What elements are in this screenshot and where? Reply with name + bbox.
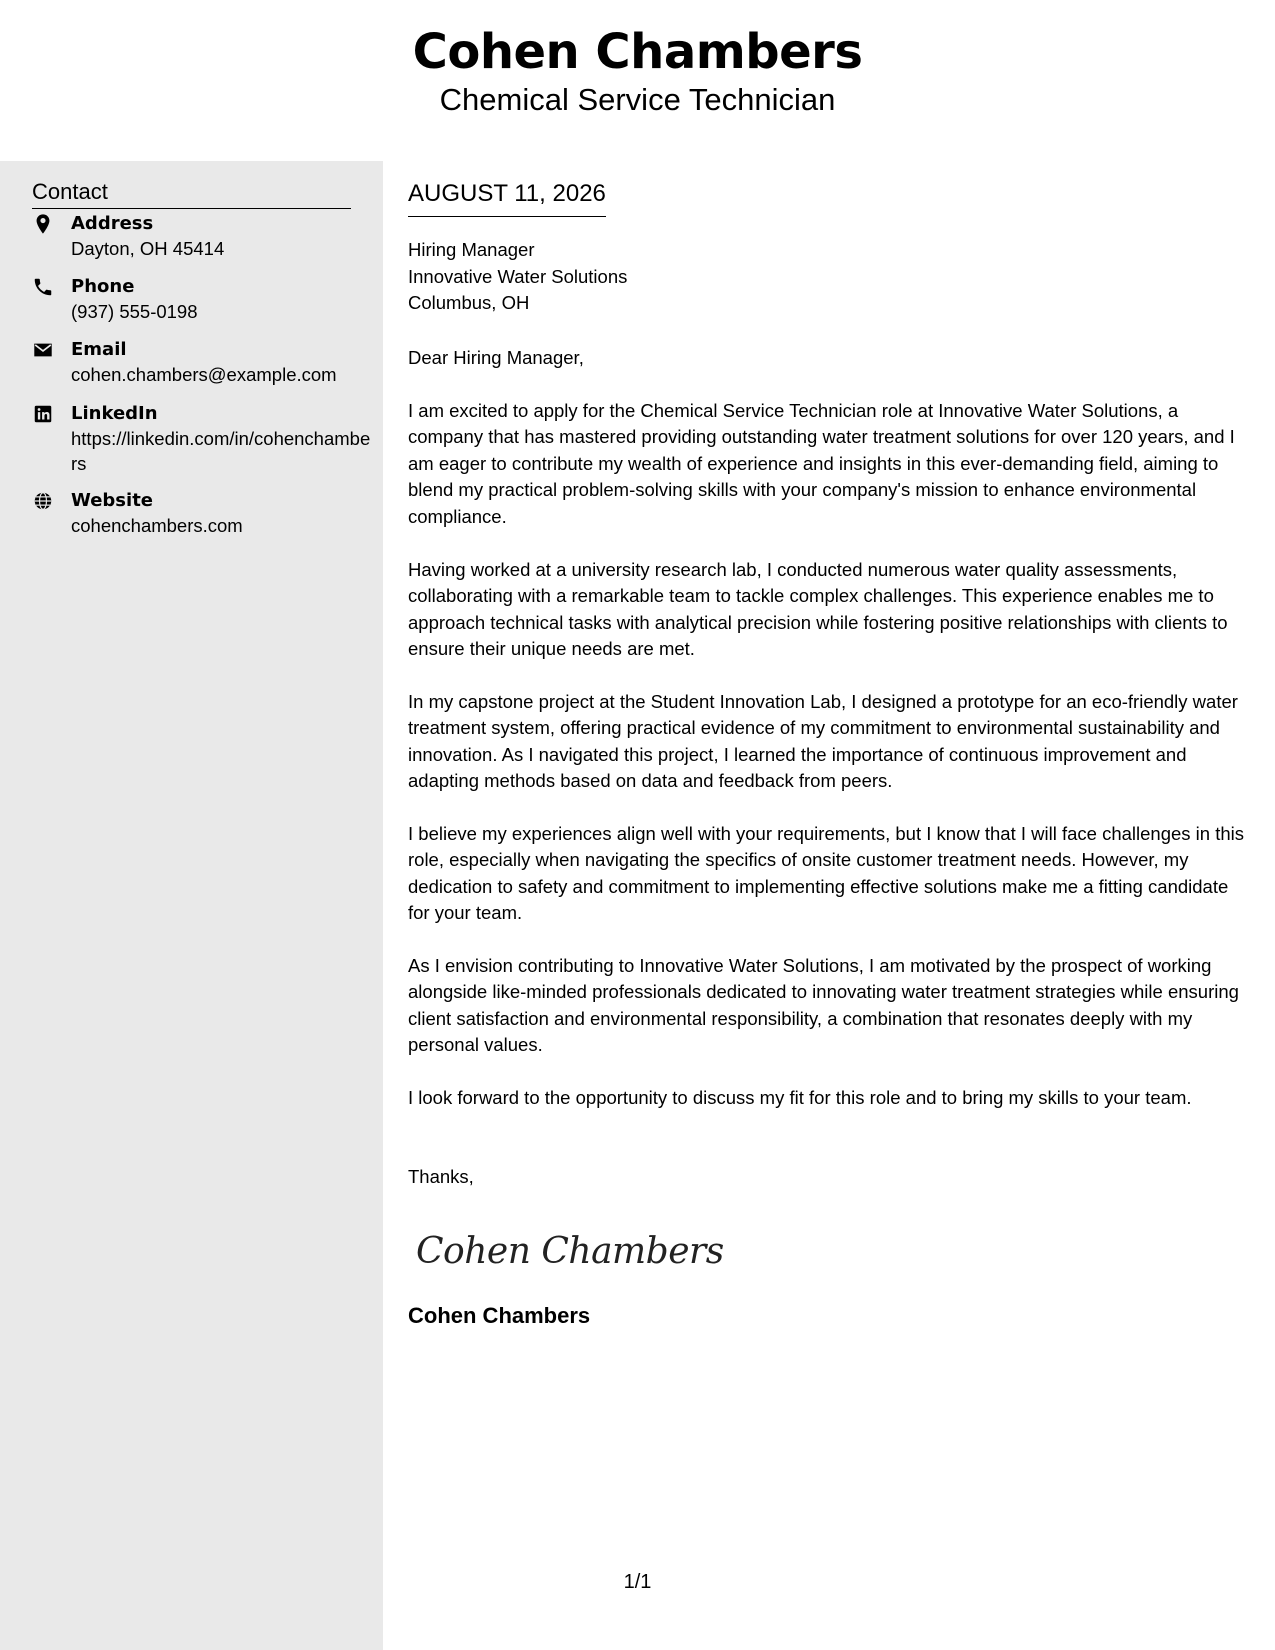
paragraph-text: I believe my experiences align well with your requirements, but I know that I will face challenges in this role, especially when navigating the specifics of onsite customer treatment needs. However, my dedication to safety and commitment to implementing effective solutions make me a fitting candidate for your team. xyxy=(408,823,1244,924)
map-pin-icon xyxy=(32,213,54,235)
globe-icon xyxy=(32,490,54,512)
job-title: Chemical Service Technician xyxy=(439,82,836,117)
paragraph-4 xyxy=(408,821,1248,927)
linkedin-icon xyxy=(32,403,54,425)
letter-date: AUGUST 11, 2026 xyxy=(408,179,606,217)
contact-heading: Contact xyxy=(32,177,351,209)
contact-value[interactable]: https://linkedin.com/in/cohenchambers xyxy=(71,428,371,474)
contact-label: Address xyxy=(71,213,154,234)
closing: Thanks, xyxy=(408,1166,474,1187)
page-number: 1/1 xyxy=(623,1571,652,1593)
recipient-location: Columbus, OH xyxy=(408,292,530,313)
contact-value: cohen.chambers@example.com xyxy=(71,364,337,385)
contact-value: (937) 555-0198 xyxy=(71,301,198,322)
paragraph-2 xyxy=(408,557,1248,663)
signer-name: Cohen Chambers xyxy=(408,1303,591,1328)
phone-icon xyxy=(32,276,54,298)
handwritten-signature xyxy=(414,1221,724,1281)
paragraph-text: In my capstone project at the Student Innovation Lab, I designed a prototype for an eco-friendly water treatment system, offering practical evidence of my commitment to environmental sustainability and innovation. As I navigated this project, I learned the importance of continuous improvement and adapting methods based on data and feedback from peers. xyxy=(408,691,1238,792)
contact-label: Phone xyxy=(71,276,135,297)
envelope-icon xyxy=(32,339,54,361)
contact-sidebar xyxy=(0,161,383,1650)
paragraph-text: As I envision contributing to Innovative Water Solutions, I am motivated by the prospect of working alongside like-minded professionals dedicated to innovating water treatment strategies while ensuring client satisfaction and environmental responsibility, a combination that resonates deeply with my personal values. xyxy=(408,955,1239,1056)
salutation: Dear Hiring Manager, xyxy=(408,347,584,368)
paragraph-text: I look forward to the opportunity to discuss my fit for this role and to bring my skills to your team. xyxy=(408,1087,1192,1108)
paragraph-5 xyxy=(408,953,1248,1059)
recipient-block xyxy=(408,237,627,317)
recipient-name: Hiring Manager xyxy=(408,239,535,260)
contact-label: Website xyxy=(71,490,154,511)
recipient-company: Innovative Water Solutions xyxy=(408,265,628,287)
paragraph-3 xyxy=(408,689,1248,795)
contact-label: LinkedIn xyxy=(71,403,158,424)
paragraph-6 xyxy=(408,1085,1248,1111)
contact-value: Dayton, OH 45414 xyxy=(71,238,225,259)
paragraph-text: Having worked at a university research lab, I conducted numerous water quality assessments, collaborating with a remarkable team to tackle complex challenges. This experience enables me to approach technical tasks with analytical precision while fostering positive relationships with clients to ensure their unique needs are met. xyxy=(408,559,1228,660)
contact-value[interactable]: cohenchambers.com xyxy=(71,515,243,536)
paragraph-1 xyxy=(408,398,1248,530)
paragraph-text: I am excited to apply for the Chemical Service Technician role at Innovative Water Solutions, a company that has mastered providing outstanding water treatment solutions for over 120 years, and I am eager to contribute my wealth of experience and insights in this ever-demanding field, aiming to blend my practical problem-solving skills with your company's mission to enhance environmental compliance. xyxy=(408,400,1235,527)
signature-text: Cohen Chambers xyxy=(416,1231,724,1272)
resume-header xyxy=(0,0,1275,161)
contact-label: Email xyxy=(71,339,127,360)
applicant-name: Cohen Chambers xyxy=(412,24,863,80)
